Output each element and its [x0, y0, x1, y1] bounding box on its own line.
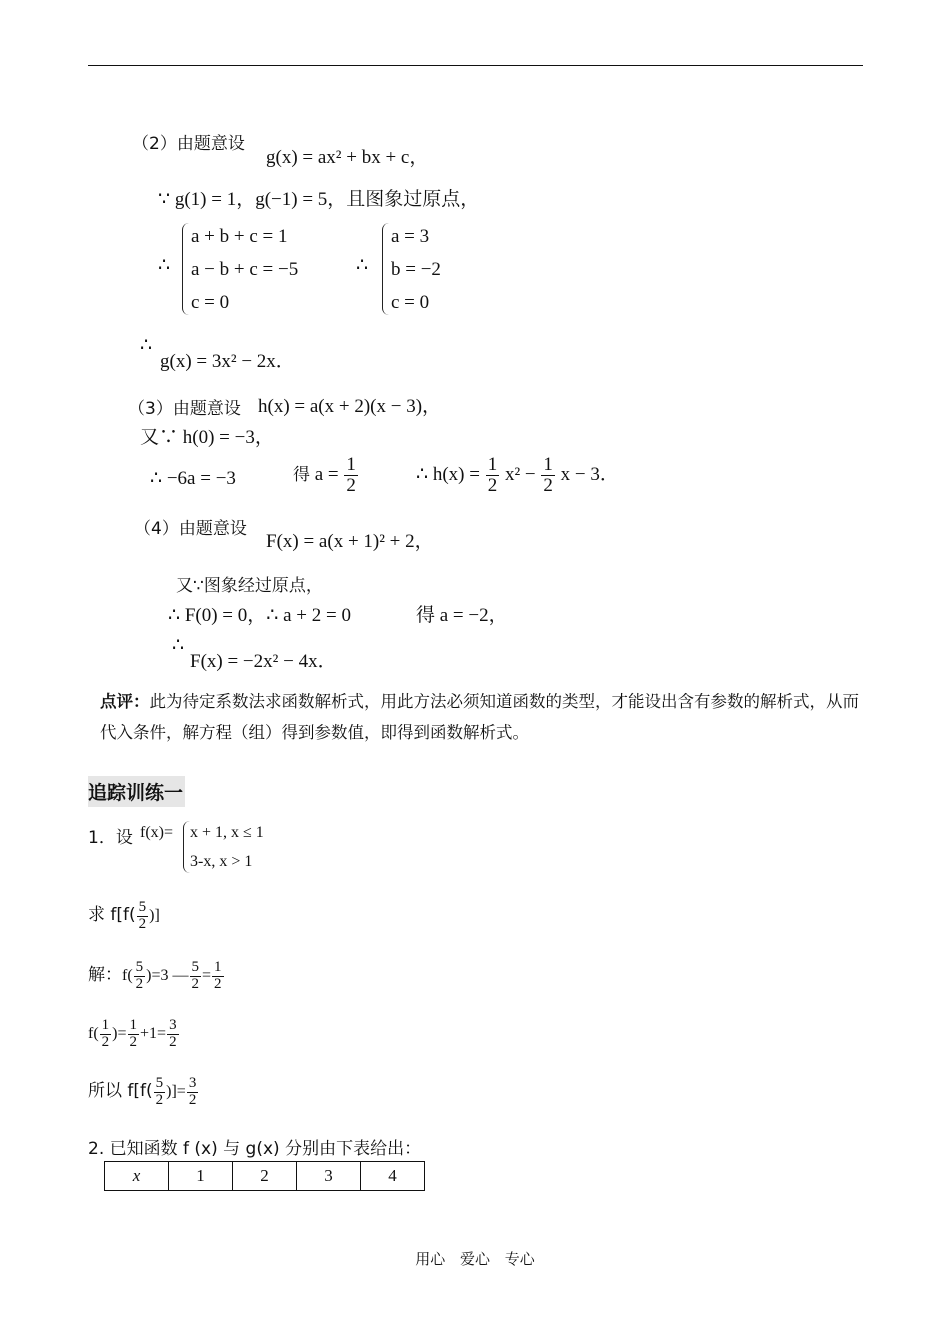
fraction-five-halves — [190, 960, 202, 993]
fraction-one-half — [128, 1018, 140, 1051]
q1-sol1-prefix: f( — [122, 967, 133, 984]
fraction-numerator: 5 — [135, 959, 144, 976]
fraction-numerator: 1 — [487, 454, 498, 475]
q1-solution-2 — [88, 1018, 180, 1051]
system2 — [391, 220, 441, 319]
q1-sol2-prefix: f( — [88, 1024, 99, 1042]
q1-sol2-end: +1= — [140, 1024, 167, 1042]
fraction-denominator: 2 — [214, 975, 222, 992]
section-title: 追踪训练一 — [88, 776, 185, 807]
header-rule — [88, 65, 863, 66]
system2-brace — [382, 223, 389, 315]
part2-result: g(x) = 3x² − 2x． — [160, 351, 295, 372]
table-cell: 2 — [233, 1162, 297, 1191]
therefore-symbol-4: ∴ — [172, 635, 185, 656]
part3-result-mid: x² − — [504, 463, 536, 485]
fraction-denominator: 2 — [346, 474, 356, 496]
q1-ask — [88, 900, 160, 933]
q1-brace — [183, 821, 190, 873]
fraction-numerator: 1 — [214, 959, 222, 976]
footer-item: 爱心 — [459, 1250, 490, 1268]
fraction-denominator: 2 — [155, 1091, 164, 1108]
part2-formula: g(x) = ax² + bx + c， — [266, 147, 429, 168]
table-cell: 1 — [169, 1162, 233, 1191]
q1-sol2-mid: )= — [112, 1024, 127, 1042]
part2-given: ∵ g(1) = 1，g(−1) = 5，且图象过原点， — [158, 189, 480, 210]
part4-given: 又∵图象经过原点， — [176, 576, 323, 596]
comment-paragraph — [100, 686, 868, 748]
fraction-one-half — [100, 1018, 112, 1051]
table-row — [105, 1162, 425, 1191]
q1-ask-suffix: )] — [149, 907, 160, 924]
fraction-denominator: 2 — [138, 915, 147, 932]
page-footer — [0, 1248, 950, 1269]
q2-text: 2. 已知函数 f (x) 与 g(x) 分别由下表给出： — [88, 1139, 422, 1159]
fraction-numerator: 3 — [188, 1075, 197, 1092]
therefore-symbol-3: ∴ — [140, 335, 153, 356]
part4-result: F(x) = −2x² − 4x． — [190, 651, 337, 672]
fraction-denominator: 2 — [101, 1033, 110, 1050]
fraction-numerator: 5 — [138, 899, 147, 916]
q1-cases — [190, 818, 264, 876]
fraction-three-halves — [187, 1076, 199, 1109]
part4-step: ∴ F(0) = 0，∴ a + 2 = 0 — [168, 605, 351, 626]
fraction-denominator: 2 — [188, 1091, 197, 1108]
therefore-symbol-2: ∴ — [356, 255, 369, 276]
system2-eq1: a = 3 — [391, 226, 430, 247]
fraction-one-half — [212, 960, 224, 993]
fraction-denominator: 2 — [487, 474, 498, 496]
part4-label: （4）由题意设 — [134, 519, 247, 539]
q1-case1: x + 1, x ≤ 1 — [190, 824, 264, 841]
fraction-denominator: 2 — [191, 975, 200, 992]
fraction-numerator: 1 — [346, 454, 356, 475]
system1-brace — [182, 223, 189, 315]
part3-step2-text: 得 — [293, 464, 310, 485]
q1-solution-1 — [88, 960, 225, 993]
part3-step1: ∴ −6a = −3 — [150, 468, 236, 489]
fraction-three-halves — [167, 1018, 179, 1051]
part4-formula: F(x) = a(x + 1)² + 2， — [266, 531, 434, 552]
fraction-numerator: 5 — [191, 959, 200, 976]
fraction-five-halves — [137, 900, 149, 933]
part2-label: （2）由题意设 — [132, 134, 245, 154]
q1-final-mid: )]= — [166, 1083, 186, 1100]
system2-eq3: c = 0 — [391, 292, 430, 313]
system2-eq2: b = −2 — [391, 259, 441, 280]
system1-eq2: a − b + c = −5 — [191, 259, 299, 280]
footer-item: 用心 — [415, 1250, 446, 1268]
fraction-numerator: 1 — [129, 1017, 138, 1033]
q1-fx: f(x)= — [140, 824, 174, 841]
table-cell-x: x — [132, 1166, 141, 1185]
table-cell: 3 — [297, 1162, 361, 1191]
fraction-half — [344, 455, 358, 496]
q1-sol1-mid: )=3 — — [146, 967, 189, 984]
system1-eq3: c = 0 — [191, 292, 230, 313]
system1-eq1: a + b + c = 1 — [191, 226, 288, 247]
fraction-denominator: 2 — [543, 474, 553, 496]
q1-final-prefix: 所以 f[f( — [88, 1081, 153, 1101]
function-table — [104, 1161, 425, 1191]
fraction-five-halves — [154, 1076, 166, 1109]
part3-formula: h(x) = a(x + 2)(x − 3)， — [258, 396, 442, 417]
q1-final — [88, 1076, 199, 1109]
q1-ask-prefix: 求 f[f( — [88, 905, 136, 925]
fraction-denominator: 2 — [135, 975, 144, 992]
part3-result-prefix: ∴ h(x) = — [416, 463, 480, 485]
part4-step-result: 得 a = −2， — [416, 605, 508, 626]
comment-label: 点评： — [100, 692, 150, 711]
q1-solution-label: 解： — [88, 965, 122, 985]
therefore-symbol: ∴ — [158, 255, 171, 276]
fraction-half-3 — [541, 455, 555, 496]
part3-given: 又∵ h(0) = −3， — [140, 427, 274, 448]
fraction-denominator: 2 — [129, 1033, 138, 1050]
fraction-numerator: 3 — [169, 1017, 177, 1033]
q1-sol1-eq: = — [202, 967, 212, 984]
part3-result-end: x − 3． — [560, 463, 619, 485]
fraction-numerator: 1 — [543, 454, 553, 475]
part3-step2 — [293, 455, 359, 496]
q1-case2: 3-x, x > 1 — [190, 853, 253, 870]
table-cell: 4 — [361, 1162, 425, 1191]
fraction-five-halves — [134, 960, 146, 993]
q1-label: 1．设 — [88, 828, 133, 848]
part3-result — [416, 455, 619, 496]
table-cell — [105, 1162, 169, 1191]
part3-step2-var: a = — [314, 463, 339, 485]
footer-item: 专心 — [504, 1250, 535, 1268]
fraction-half-2 — [486, 455, 500, 496]
fraction-numerator: 1 — [101, 1017, 110, 1033]
fraction-numerator: 5 — [155, 1075, 164, 1092]
part3-label: （3）由题意设 — [128, 399, 241, 419]
comment-text: 此为待定系数法求函数解析式，用此方法必须知道函数的类型，才能设出含有参数的解析式，从而代入条件，解方程（组）得到参数值，即得到函数解析式。 — [100, 692, 859, 742]
system1 — [191, 220, 298, 319]
fraction-denominator: 2 — [169, 1033, 177, 1050]
